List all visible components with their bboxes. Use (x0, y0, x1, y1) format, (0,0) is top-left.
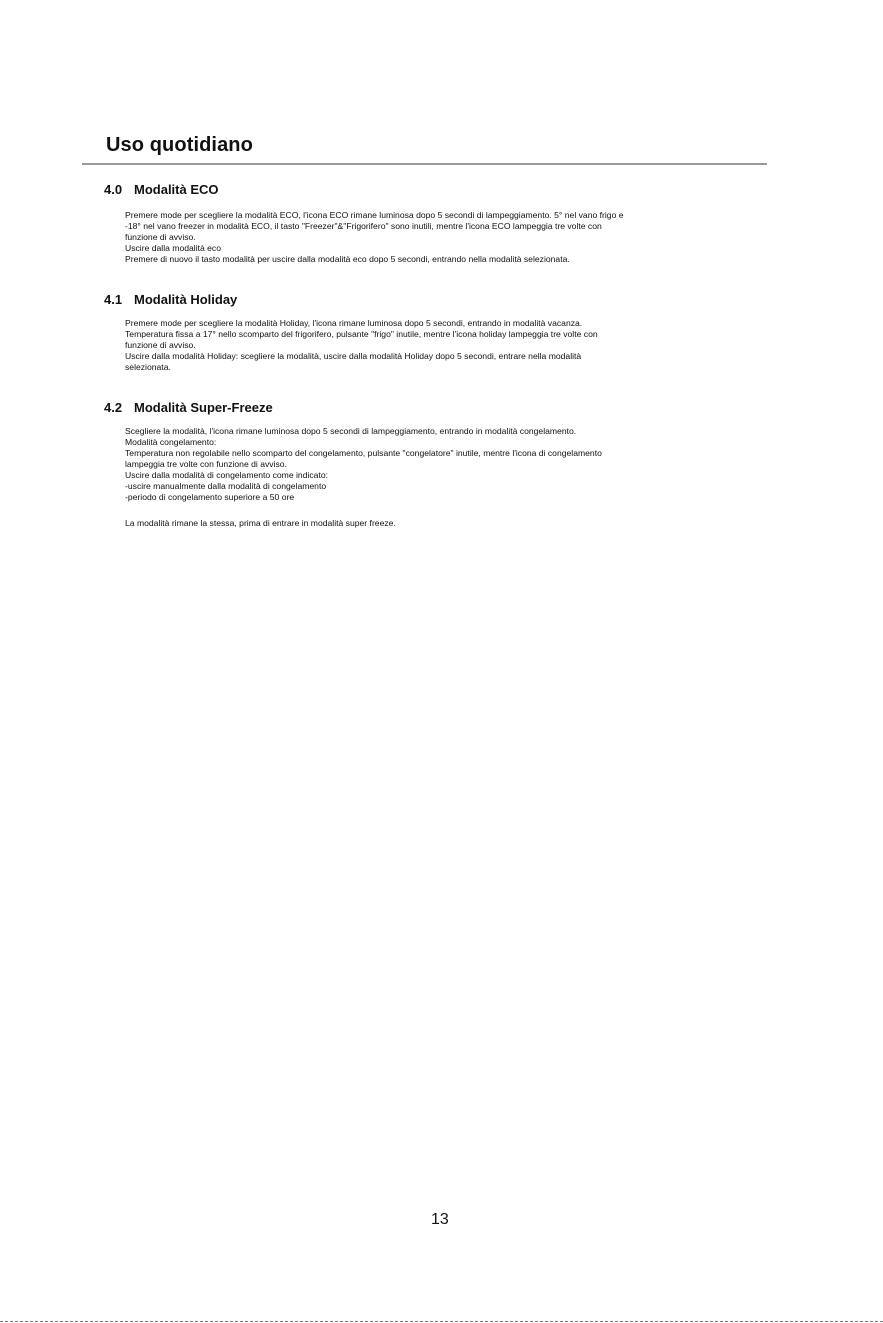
paragraph-line: -periodo di congelamento superiore a 50 ore (125, 492, 295, 502)
paragraph-line: Temperatura fissa a 17° nello scomparto del frigorifero, pulsante "frigo" inutile, mentre l'icona holiday lampeggia tre volte con (125, 329, 598, 339)
section-title: Modalità Holiday (134, 292, 238, 307)
page-bottom-edge (0, 1321, 883, 1322)
paragraph-line: Premere di nuovo il tasto modalità per uscire dalla modalità eco dopo 5 secondi, entrando nella modalità selezionata. (125, 254, 570, 264)
title-divider (82, 163, 767, 165)
page-number: 13 (431, 1211, 449, 1228)
paragraph-line: Modalità congelamento: (125, 437, 217, 447)
section-note: La modalità rimane la stessa, prima di entrare in modalità super freeze. (125, 518, 396, 528)
paragraph-line: selezionata. (125, 362, 171, 372)
paragraph-line: Uscire dalla modalità Holiday: scegliere la modalità, uscire dalla modalità Holiday dopo 5 secondi, entrare nella modalità (125, 351, 582, 361)
paragraph-line: Premere mode per scegliere la modalità ECO, l'icona ECO rimane luminosa dopo 5 secondi di lampeggiamento. 5° nel vano frigo e (125, 210, 624, 220)
paragraph-line: Scegliere la modalità, l'icona rimane luminosa dopo 5 secondi di lampeggiamento, entrando in modalità congelamento. (125, 426, 577, 436)
paragraph-line: Uscire dalla modalità eco (125, 243, 222, 253)
paragraph-line: Uscire dalla modalità di congelamento come indicato: (125, 470, 329, 480)
section-number: 4.2 (104, 400, 123, 415)
paragraph-line: -uscire manualmente dalla modalità di congelamento (125, 481, 327, 491)
paragraph-line: lampeggia tre volte con funzione di avviso. (125, 459, 287, 469)
section-title: Modalità Super-Freeze (134, 400, 273, 415)
section-title: Modalità ECO (134, 182, 219, 197)
paragraph-line: Temperatura non regolabile nello scomparto del congelamento, pulsante "congelatore" inutile, mentre l'icona di congelamento (125, 448, 602, 458)
page-title: Uso quotidiano (106, 134, 253, 156)
section-heading (104, 292, 237, 307)
paragraph-line: -18° nel vano freezer in modalità ECO, il tasto "Freezer"&"Frigorifero" sono inutili, mentre l'icona ECO lampeggia tre volte con (125, 221, 602, 231)
paragraph-line: funzione di avviso. (125, 340, 196, 350)
paragraph-line: funzione di avviso. (125, 232, 196, 242)
paragraph-line: Premere mode per scegliere la modalità Holiday, l'icona rimane luminosa dopo 5 secondi, entrando in modalità vacanza. (125, 318, 583, 328)
section-heading (104, 182, 219, 197)
section-heading (104, 400, 273, 415)
section-number: 4.0 (104, 182, 123, 197)
section-number: 4.1 (104, 292, 123, 307)
